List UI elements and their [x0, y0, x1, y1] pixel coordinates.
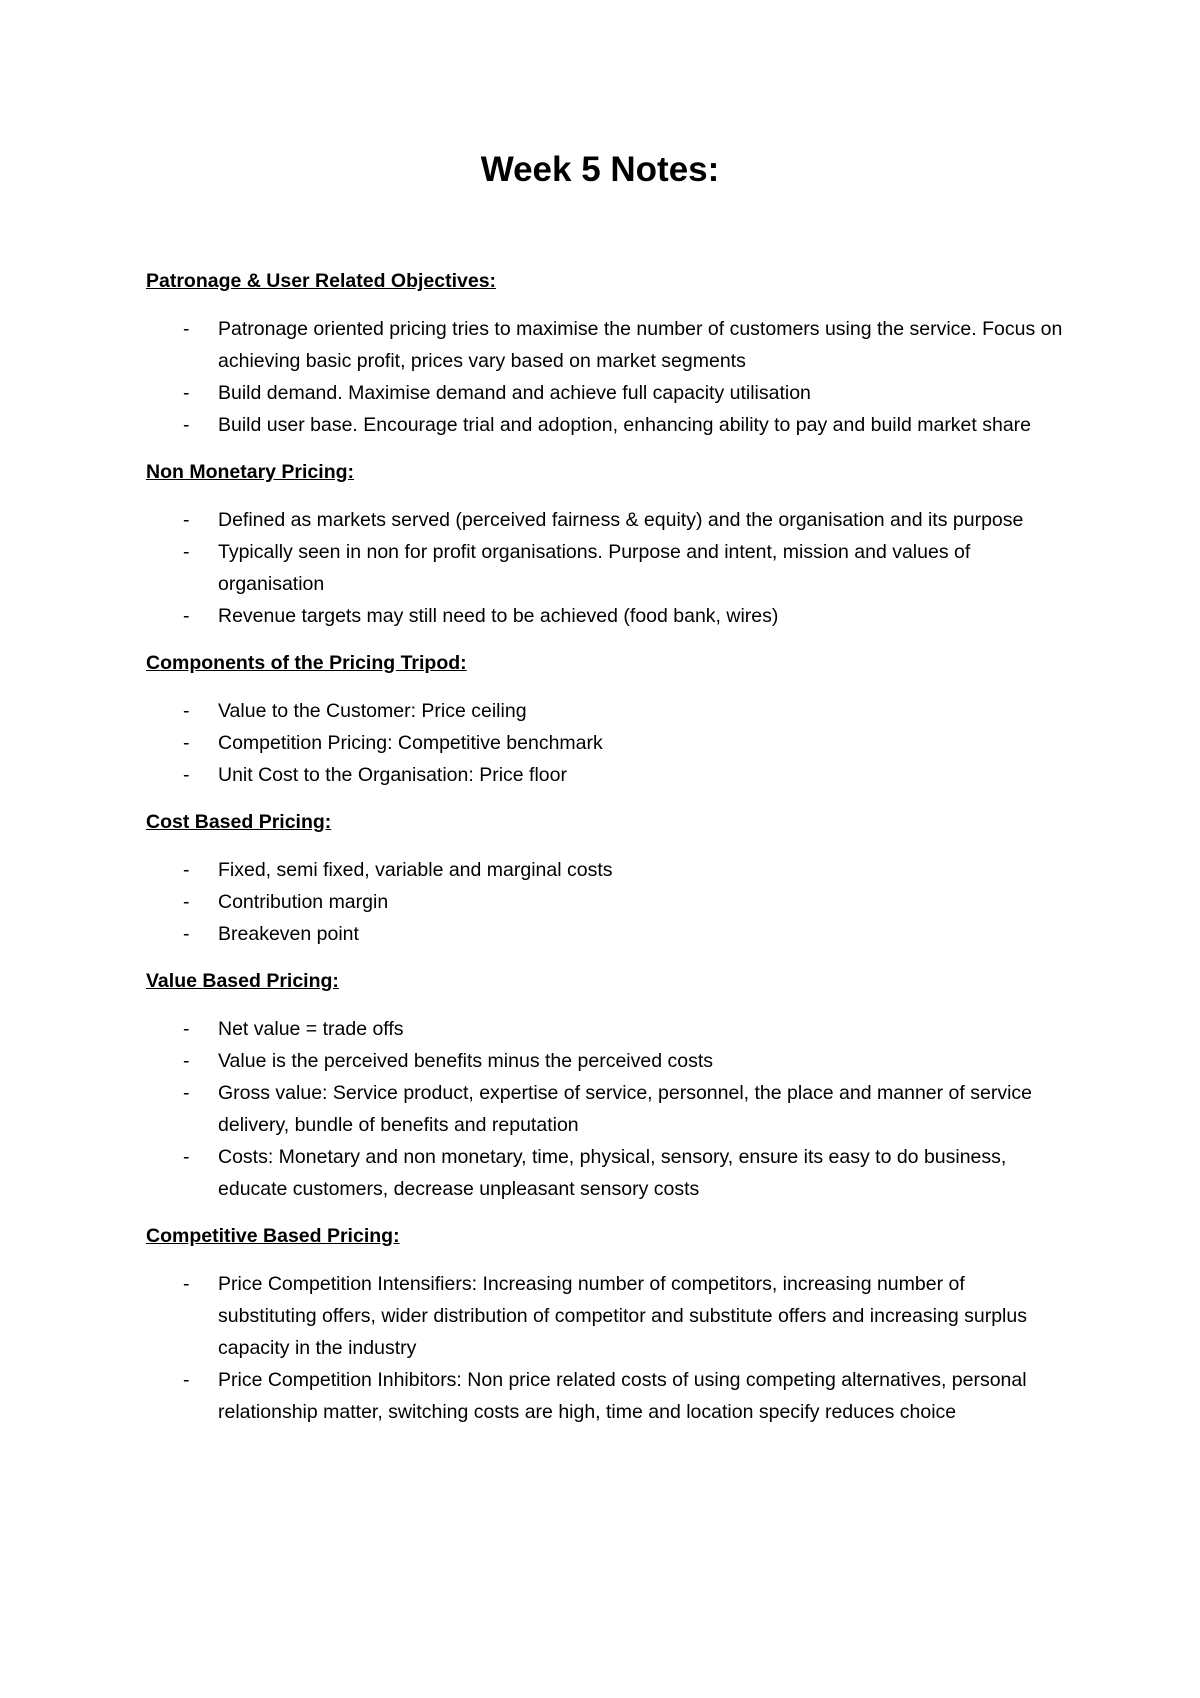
dash-bullet-icon: - [183, 1146, 190, 1168]
list-item [146, 1141, 1066, 1205]
dash-bullet-icon: - [183, 859, 190, 881]
dash-bullet-icon: - [183, 1082, 190, 1104]
bullet-list [146, 1268, 1066, 1428]
list-item [146, 1364, 1066, 1428]
list-item-text: Build demand. Maximise demand and achieve full capacity utilisation [218, 382, 811, 404]
list-item [146, 1268, 1066, 1364]
list-item-text: Net value = trade offs [218, 1018, 404, 1040]
section-heading: Patronage & User Related Objectives: [146, 270, 497, 292]
list-item [146, 1045, 1066, 1077]
list-item [146, 918, 1066, 950]
dash-bullet-icon: - [183, 1018, 190, 1040]
dash-bullet-icon: - [183, 318, 190, 340]
list-item [146, 377, 1066, 409]
dash-bullet-icon: - [183, 923, 190, 945]
dash-bullet-icon: - [183, 764, 190, 786]
page-title: Week 5 Notes: [480, 150, 720, 189]
dash-bullet-icon: - [183, 732, 190, 754]
list-item-text: Defined as markets served (perceived fairness & equity) and the organisation and its purpose [218, 509, 1024, 531]
dash-bullet-icon: - [183, 541, 190, 563]
dash-bullet-icon: - [183, 1369, 190, 1391]
list-item [146, 1077, 1066, 1141]
list-item [146, 313, 1066, 377]
dash-bullet-icon: - [183, 382, 190, 404]
list-item-text: Gross value: Service product, expertise of service, personnel, the place and manner of service delivery, bundle of benefits and reputation [218, 1082, 1032, 1136]
notes-content [146, 265, 1066, 1443]
list-item-text: Breakeven point [218, 923, 359, 945]
bullet-list [146, 695, 1066, 791]
notes-section [146, 647, 1066, 791]
list-item-text: Value to the Customer: Price ceiling [218, 700, 527, 722]
list-item [146, 1013, 1066, 1045]
list-item [146, 695, 1066, 727]
dash-bullet-icon: - [183, 891, 190, 913]
list-item-text: Competition Pricing: Competitive benchmark [218, 732, 603, 754]
section-heading: Components of the Pricing Tripod: [146, 652, 467, 674]
list-item-text: Revenue targets may still need to be achieved (food bank, wires) [218, 605, 779, 627]
section-heading: Cost Based Pricing: [146, 811, 332, 833]
bullet-list [146, 313, 1066, 441]
notes-section [146, 806, 1066, 950]
list-item-text: Value is the perceived benefits minus the perceived costs [218, 1050, 713, 1072]
list-item-text: Patronage oriented pricing tries to maximise the number of customers using the service. Focus on achieving basic profit, prices vary based on market segments [218, 318, 1063, 372]
list-item-text: Typically seen in non for profit organisations. Purpose and intent, mission and values of organisation [218, 541, 971, 595]
list-item-text: Unit Cost to the Organisation: Price floor [218, 764, 567, 786]
dash-bullet-icon: - [183, 509, 190, 531]
notes-section [146, 265, 1066, 441]
dash-bullet-icon: - [183, 1273, 190, 1295]
section-heading: Value Based Pricing: [146, 970, 339, 992]
list-item [146, 504, 1066, 536]
list-item [146, 727, 1066, 759]
list-item [146, 854, 1066, 886]
dash-bullet-icon: - [183, 605, 190, 627]
list-item [146, 600, 1066, 632]
section-heading: Competitive Based Pricing: [146, 1225, 400, 1247]
list-item-text: Build user base. Encourage trial and adoption, enhancing ability to pay and build market share [218, 414, 1032, 436]
dash-bullet-icon: - [183, 414, 190, 436]
notes-section [146, 456, 1066, 632]
list-item-text: Costs: Monetary and non monetary, time, physical, sensory, ensure its easy to do business, educate customers, decrease unpleasant sensory costs [218, 1146, 1007, 1200]
dash-bullet-icon: - [183, 700, 190, 722]
dash-bullet-icon: - [183, 1050, 190, 1072]
bullet-list [146, 1013, 1066, 1205]
list-item-text: Price Competition Inhibitors: Non price related costs of using competing alternatives, personal relationship matter, switching costs are high, time and location specify reduces choice [218, 1369, 1027, 1423]
bullet-list [146, 504, 1066, 632]
list-item-text: Price Competition Intensifiers: Increasing number of competitors, increasing number of substituting offers, wider distribution of competitor and substitute offers and increasing surplus capacity in the industry [218, 1273, 1027, 1359]
list-item [146, 409, 1066, 441]
list-item [146, 886, 1066, 918]
list-item [146, 759, 1066, 791]
notes-section [146, 965, 1066, 1205]
notes-section [146, 1220, 1066, 1428]
bullet-list [146, 854, 1066, 950]
list-item-text: Contribution margin [218, 891, 389, 913]
section-heading: Non Monetary Pricing: [146, 461, 355, 483]
list-item-text: Fixed, semi fixed, variable and marginal costs [218, 859, 613, 881]
list-item [146, 536, 1066, 600]
